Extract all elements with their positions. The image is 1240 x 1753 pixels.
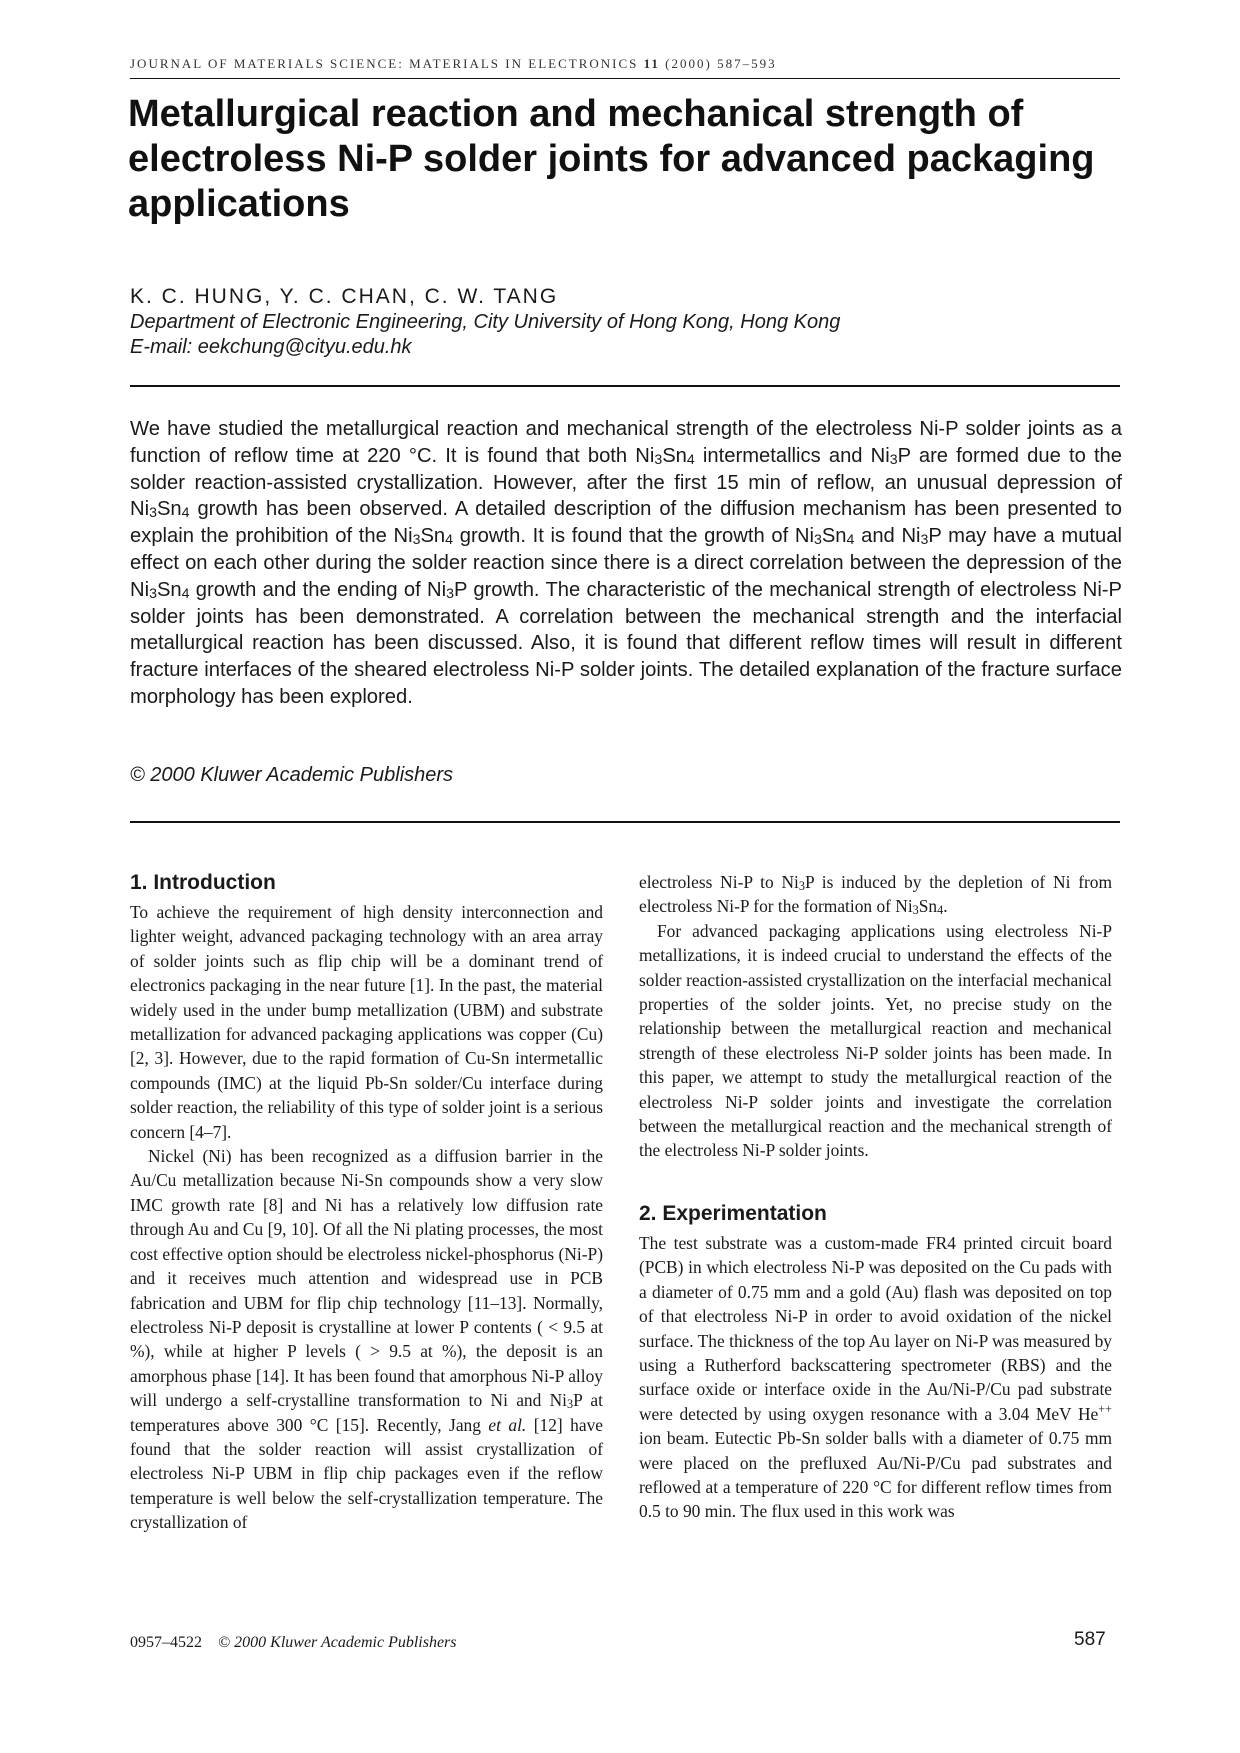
header-rule	[130, 78, 1120, 79]
intro-paragraph-3: For advanced packaging applications using electroless Ni-P metallizations, it is indeed crucial to understand the effects of the solder reaction-assisted crystallization on the interfacial mechanical properties of the solder joints. Yet, no precise study on the relationship between the metallurgical reaction and mechanical strength of these electroless Ni-P solder joints has been made. In this paper, we attempt to study the metallurgical reaction of the electroless Ni-P solder joints and investigate the correlation between the metallurgical reaction and the mechanical strength of the electroless Ni-P solder joints.	[639, 920, 1112, 1161]
section-gap	[639, 1163, 1112, 1201]
intro-paragraph-1: To achieve the requirement of high density interconnection and lighter weight, advanced packaging technology with an area array of solder joints such as flip chip will be a dominant trend of electronics packaging in the near future [1]. In the past, the material widely used in the under bump metallization (UBM) and substrate metallization for advanced packaging applications was copper (Cu) [2, 3]. However, due to the rapid formation of Cu-Sn intermetallic compounds (IMC) at the liquid Pb-Sn solder/Cu interface during solder reaction, the reliability of this type of solder joint is a serious concern [4–7].	[130, 902, 603, 1142]
footer	[130, 1634, 457, 1652]
page-number: 587	[1074, 1629, 1106, 1650]
experiment-heading: 2. Experimentation	[639, 1201, 827, 1225]
abstract: We have studied the metallurgical reaction and mechanical strength of the electroless Ni-P solder joints as a function of reflow time at 220 °C. It is found that both $Ni_3Sn_4$ intermetallics and $Ni_3P$ are formed due to the solder reaction-assisted crystallization. However, after the first 15 min of reflow, an unusual depression of $Ni_3Sn_4$ growth has been observed. A detailed description of the diffusion mechanism has been presented to explain the prohibition of the $Ni_3Sn_4$ growth. It is found that the growth of $Ni_3Sn_4$ and $Ni_3P$ may have a mutual effect on each other during the solder reaction since there is a direct correlation between the depression of the $Ni_3Sn_4$ growth and the ending of $Ni_3P$ growth. The characteristic of the mechanical strength of electroless Ni-P solder joints has been demonstrated. A correlation between the mechanical strength and the interfacial metallurgical reaction has been discussed. Also, it is found that different reflow times will result in different fracture interfaces of the sheared electroless Ni-P solder joints. The detailed explanation of the fracture surface morphology has been explored.	[130, 418, 1123, 708]
intro-paragraph-2-continued: electroless Ni-P to $Ni_3P$ is induced by the depletion of Ni from electroless Ni-P for the formation of $Ni_3Sn_4$.	[639, 872, 1112, 918]
intro-paragraph-2: Nickel (Ni) has been recognized as a diffusion barrier in the Au/Cu metallization because Ni-Sn compounds show a very slow IMC growth rate [8] and Ni has a relatively low diffusion rate through Au and Cu [9, 10]. Of all the Ni plating processes, the most cost effective option should be electroless nickel-phosphorus (Ni-P) and it receives much attention and widespread use in PCB fabrication and UBM for flip chip technology [11–13]. Normally, electroless Ni-P deposit is crystalline at lower P contents ( < 9.5 at %), while at higher P levels ( > 9.5 at %), the deposit is an amorphous phase [14]. It has been found that amorphous Ni-P alloy will undergo a self-crystalline transformation to Ni and $Ni_3P$ at temperatures above 300 °C [15]. Recently, Jang et al. [12] have found that the solder reaction will assist crystallization of electroless Ni-P UBM in flip chip packages even if the reflow temperature is well below the self-crystallization temperature. The crystallization of	[130, 1146, 603, 1533]
journal-volume: 11	[643, 56, 660, 71]
journal-year-pages: (2000) 587–593	[665, 56, 777, 71]
issn: 0957–4522	[130, 1634, 202, 1651]
journal-name: JOURNAL OF MATERIALS SCIENCE: MATERIALS IN ELECTRONICS	[130, 56, 639, 71]
experiment-paragraph-1: The test substrate was a custom-made FR4 printed circuit board (PCB) in which electroless Ni-P was deposited on the Cu pads with a diameter of 0.75 mm and a gold (Au) flash was deposited on top of that electroless Ni-P in order to avoid oxidation of the nickel surface. The thickness of the top Au layer on Ni-P was measured by using a Rutherford backscattering spectrometer (RBS) and the surface oxide or interface oxide in the Au/Ni-P/Cu pad substrate were detected by using oxygen resonance with a 3.04 MeV He++ ion beam. Eutectic Pb-Sn solder balls with a diameter of 0.75 mm were placed on the prefluxed Au/Ni-P/Cu pad substrates and reflowed at a temperature of 220 °C for different reflow times from 0.5 to 90 min. The flux used in this work was	[639, 1232, 1112, 1522]
paper-title: Metallurgical reaction and mechanical strength of electroless Ni-P solder joints for advanced packaging applications	[128, 93, 1095, 225]
footer-publisher: © 2000 Kluwer Academic Publishers	[218, 1634, 457, 1651]
journal-header	[130, 56, 1120, 72]
intro-heading: 1. Introduction	[130, 871, 276, 894]
right-column	[639, 870, 1112, 1524]
authors: K. C. HUNG, Y. C. CHAN, C. W. TANG	[130, 285, 559, 308]
abstract-bottom-rule	[130, 821, 1120, 823]
email[interactable]: E-mail: eekchung@cityu.edu.hk	[130, 336, 412, 358]
abstract-copyright: © 2000 Kluwer Academic Publishers	[130, 764, 454, 786]
affiliation: Department of Electronic Engineering, City University of Hong Kong, Hong Kong	[130, 311, 841, 333]
abstract-top-rule	[130, 385, 1120, 387]
left-column	[130, 870, 603, 1535]
